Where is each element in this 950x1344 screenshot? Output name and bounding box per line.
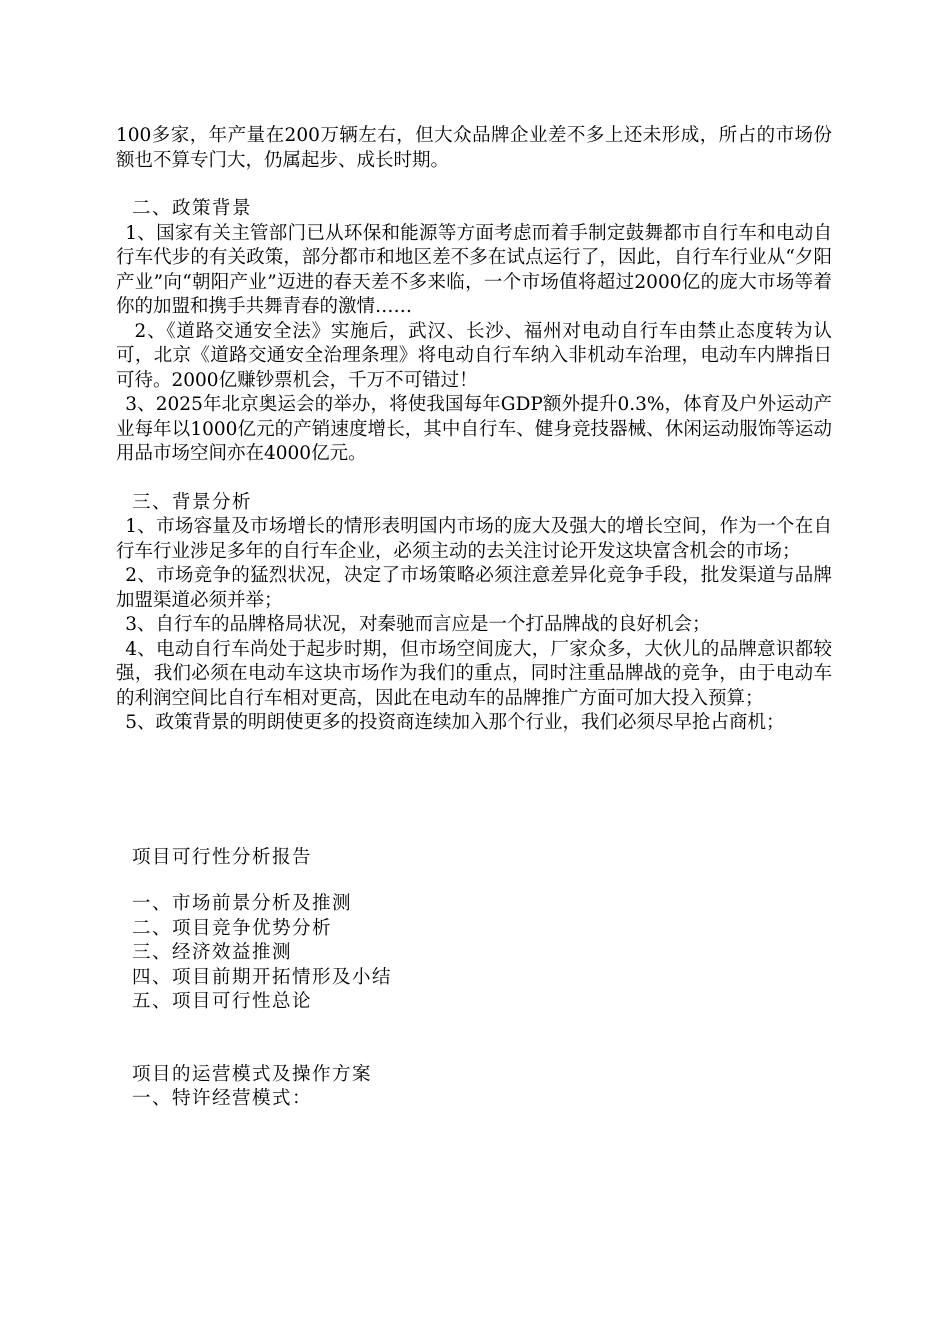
spacer (116, 173, 832, 197)
operation-title: 项目的运营模式及操作方案 (132, 1063, 373, 1085)
policy-item-2: 2、《道路交通安全法》实施后，武汉、长沙、福州对电动自行车由禁止态度转为认可，北京《道路交通安全治理条理》将电动自行车纳入非机动车治理，电动车内牌指日可待。2000亿赚钞票机会，千万不可错过！ (116, 320, 832, 391)
spacer (116, 736, 832, 846)
analysis-item-2: 2、市场竞争的猛烈状况，决定了市场策略必须注意差异化竞争手段，批发渠道与品牌加盟渠道必须并举； (116, 565, 832, 611)
feasibility-item-4: 四、项目前期开拓情形及小结 (132, 966, 393, 988)
analysis-heading: 三、背景分析 (132, 491, 253, 513)
analysis-item-5: 5、政策背景的明朗使更多的投资商连续加入那个行业，我们必须尽早抢占商机； (125, 712, 785, 733)
analysis-item-4: 4、电动自行车尚处于起步时期，但市场空间庞大，厂家众多，大伙儿的品牌意识都较强，我们必须在电动车这块市场作为我们的重点，同时注重品牌战的竞争，由于电动车的利润空间比自行车相对更高，因此在电动车的品牌推广方面可加大投入预算； (116, 638, 832, 709)
feasibility-item-1: 一、市场前景分析及推测 (132, 893, 353, 914)
spacer (116, 870, 832, 892)
spacer (116, 467, 832, 491)
document-page (116, 124, 832, 1112)
spacer (116, 1015, 832, 1063)
policy-item-1: 1、国家有关主管部门已从环保和能源等方面考虑而着手制定鼓舞都市自行车和电动自行车代步的有关政策，部分都市和地区差不多在试点运行了，因此，自行车行业从“夕阳产业”向“朝阳产业”迈进的春天差不多来临，一个市场值将超过2000亿的庞大市场等着你的加盟和携手共舞青春的激情…… (116, 222, 832, 317)
feasibility-title: 项目可行性分析报告 (132, 846, 313, 868)
analysis-item-3: 3、自行车的品牌格局状况，对秦驰而言应是一个打品牌战的良好机会； (125, 614, 711, 635)
policy-item-3: 3、2025年北京奥运会的举办，将使我国每年GDP额外提升0.3%，体育及户外运动产业每年以1000亿元的产销速度增长，其中自行车、健身竞技器械、休闲运动服饰等运动用品市场空间亦在4000亿元。 (116, 394, 832, 464)
feasibility-item-3: 三、经济效益推测 (132, 942, 293, 963)
policy-heading: 二、政策背景 (132, 198, 253, 219)
intro-paragraph: 100多家，年产量在200万辆左右，但大众品牌企业差不多上还未形成，所占的市场份额也不算专门大，仍属起步、成长时期。 (116, 125, 832, 171)
operation-subheading: 一、特许经营模式： (132, 1088, 313, 1109)
feasibility-item-2: 二、项目竞争优势分析 (132, 917, 333, 939)
feasibility-item-5: 五、项目可行性总论 (132, 991, 313, 1012)
analysis-item-1: 1、市场容量及市场增长的情形表明国内市场的庞大及强大的增长空间，作为一个在自行车行业涉足多年的自行车企业，必须主动的去关注讨论开发这块富含机会的市场； (116, 516, 832, 562)
